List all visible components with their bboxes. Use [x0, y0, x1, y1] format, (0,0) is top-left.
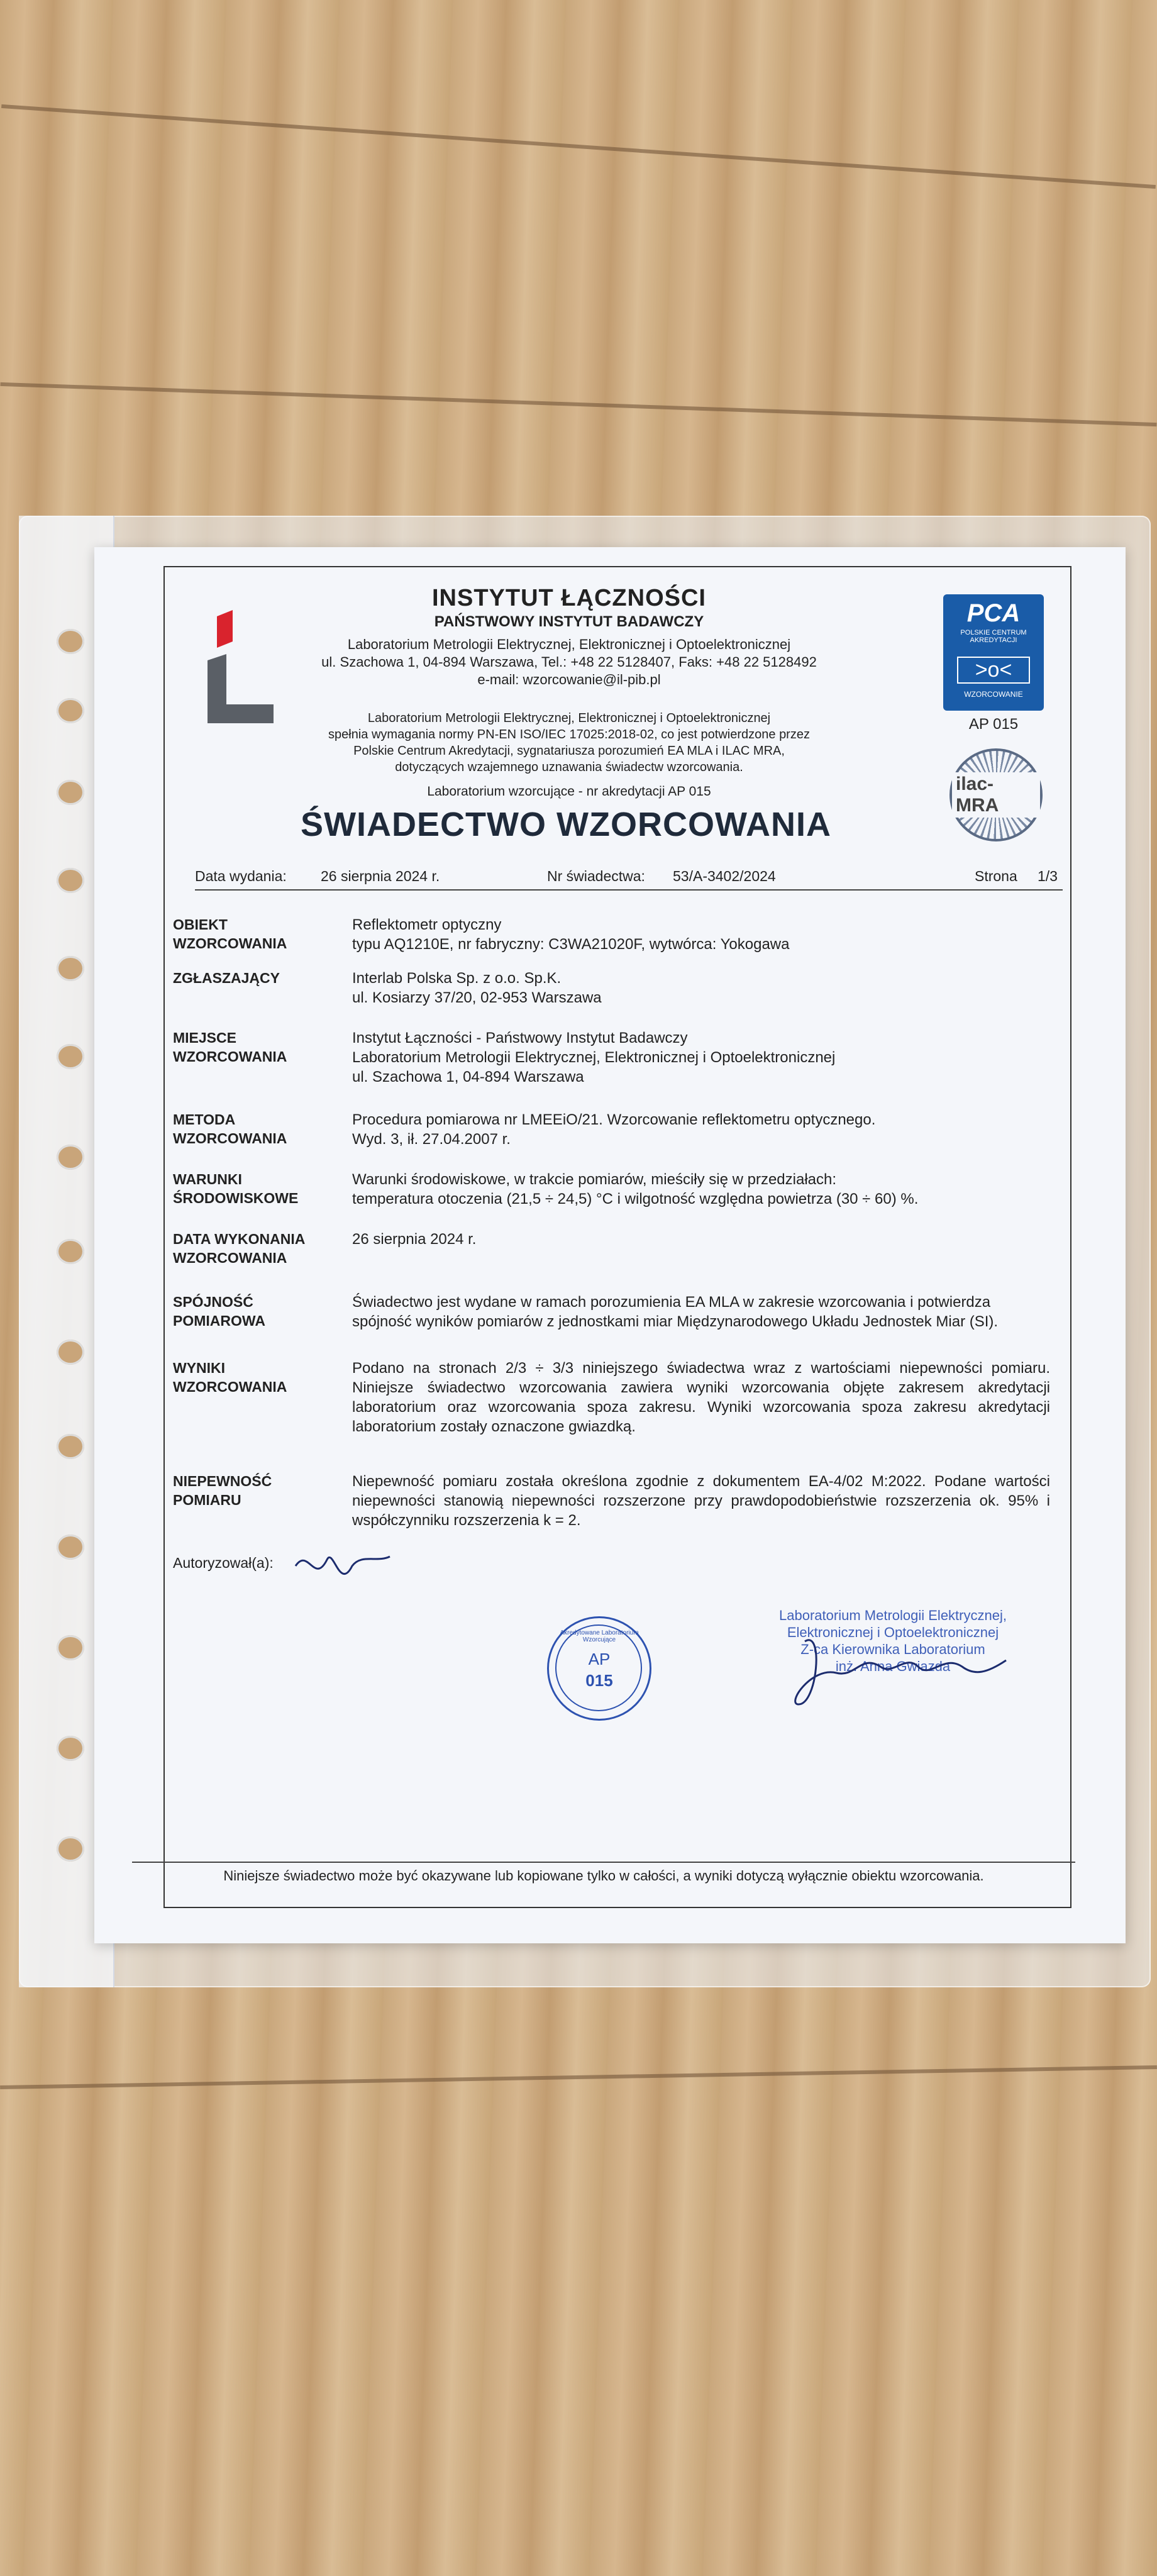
stamp-number: 015	[585, 1671, 613, 1690]
authorized-label: Autoryzował(a):	[173, 1555, 274, 1571]
field-value: Niepewność pomiaru została określona zgodnie z dokumentem EA-4/02 M:2022. Podane wartości niepewności stanowią niepewności rozszerzone przy prawdopodobieństwie rozszerzenia ok. 95% i współczynniku rozszerzenia k = 2.	[352, 1473, 1050, 1529]
field-label: NIEPEWNOŚĆ POMIARU	[173, 1473, 272, 1508]
certificate-page	[94, 547, 1126, 1943]
punch-hole	[57, 1635, 84, 1660]
wood-plank-gap	[0, 382, 1156, 426]
punch-hole	[57, 1836, 84, 1862]
field-value: Warunki środowiskowe, w trakcie pomiarów, mieściły się w przedziałach: temperatura otoczenia (21,5 ÷ 24,5) °C i wilgotność względna powietrza (30 ÷ 60) %.	[352, 1171, 919, 1208]
field-value: Podano na stronach 2/3 ÷ 3/3 niniejszego świadectwa wraz z wartościami niepewności pomiaru. Niniejsze świadectwo wzorcowania zawiera wyniki wzorcowania objęte zakresem akredytacji laboratorium oraz wzorcowania spoza zakresu. Wyniki wzorcowania spoza zakresu akredytacji laboratorium zostały oznaczone gwiazdką.	[352, 1360, 1050, 1435]
meta-row	[195, 868, 1063, 891]
institute-subname: PAŃSTWOWY INSTYTUT BADAWCZY	[434, 613, 704, 630]
punch-hole	[57, 956, 84, 981]
field-label: METODA WZORCOWANIA	[173, 1111, 287, 1146]
footer-note: Niniejsze świadectwo może być okazywane lub kopiowane tylko w całości, a wyniki dotyczą wyłącznie obiektu wzorcowania.	[223, 1868, 984, 1884]
punch-hole	[57, 1434, 84, 1459]
lab-accreditation: Laboratorium wzorcujące - nr akredytacji AP 015	[427, 784, 711, 799]
accreditation-line: Laboratorium Metrologii Elektrycznej, Elektronicznej i Optoelektronicznej	[367, 711, 771, 725]
address-line: Laboratorium Metrologii Elektrycznej, Elektronicznej i Optoelektronicznej	[347, 636, 791, 652]
field-label: MIEJSCE WZORCOWANIA	[173, 1030, 287, 1065]
pca-subtitle: POLSKIE CENTRUM AKREDYTACJI	[960, 629, 1027, 644]
pca-word: WZORCOWANIE	[964, 690, 1023, 699]
stamp-line: Laboratorium Metrologii Elektrycznej,	[779, 1607, 1007, 1623]
institute-name: INSTYTUT ŁĄCZNOŚCI	[432, 585, 706, 611]
punch-hole	[57, 1145, 84, 1170]
ilac-mra-icon	[949, 748, 1043, 841]
punch-hole	[57, 1736, 84, 1761]
pca-badge-icon	[943, 594, 1044, 711]
accreditation-line: Polskie Centrum Akredytacji, sygnatariusza porozumień EA MLA i ILAC MRA,	[353, 744, 785, 758]
signature-icon	[289, 1541, 396, 1597]
field-value: Interlab Polska Sp. z o.o. Sp.K. ul. Kosiarzy 37/20, 02-953 Warszawa	[352, 970, 602, 1006]
email-link[interactable]: e-mail: wzorcowanie@il-pib.pl	[477, 672, 661, 687]
field-value: Świadectwo jest wydane w ramach porozumienia EA MLA w zakresie wzorcowania i potwierdza spójność wyników pomiarów z jednostkami miar Międzynarodowego Układu Jednostek Miar (SI).	[352, 1294, 999, 1330]
document-title: ŚWIADECTWO WZORCOWANIA	[301, 806, 831, 843]
accreditation-line: spełnia wymagania normy PN-EN ISO/IEC 17025:2018-02, co jest potwierdzone przez	[328, 728, 810, 741]
field-value: Procedura pomiarowa nr LMEEiO/21. Wzorcowanie reflektometru optycznego. Wyd. 3, ił. 27.04.2007 r.	[352, 1111, 876, 1148]
accreditation-stamp	[547, 1616, 651, 1721]
issue-label: Data wydania:	[195, 868, 287, 884]
wood-plank-gap	[0, 2065, 1157, 2089]
punch-hole	[57, 629, 84, 654]
punch-hole	[57, 868, 84, 893]
stamp-line: inż. Anna Gwiazda	[835, 1658, 951, 1674]
issue-date: 26 sierpnia 2024 r.	[321, 868, 440, 884]
institute-header	[302, 585, 836, 799]
ap-code: AP 015	[968, 716, 1019, 733]
footer-divider	[132, 1862, 1075, 1863]
field-value: Instytut Łączności - Państwowy Instytut Badawczy Laboratorium Metrologii Elektrycznej, Elektronicznej i Optoelektronicznej ul. Szachowa 1, 04-894 Warszawa	[352, 1030, 836, 1085]
institute-address	[302, 636, 836, 689]
stamp-line: Elektronicznej i Optoelektronicznej	[787, 1624, 999, 1640]
field-label: OBIEKT WZORCOWANIA	[173, 916, 287, 952]
pca-mark: >o<	[957, 657, 1030, 684]
page-number: 1/3	[1038, 868, 1058, 884]
field-label: WYNIKI WZORCOWANIA	[173, 1360, 287, 1395]
field-value: 26 sierpnia 2024 r.	[352, 1231, 477, 1248]
stamp-line: Z-ca Kierownika Laboratorium	[800, 1641, 985, 1657]
punch-hole	[57, 1239, 84, 1264]
pca-title: PCA	[966, 599, 1021, 627]
cert-number: 53/A-3402/2024	[673, 868, 776, 884]
field-label: WARUNKI ŚRODOWISKOWE	[173, 1171, 299, 1206]
accreditation-statement	[302, 710, 836, 775]
punch-hole	[57, 1535, 84, 1560]
accreditation-line: dotyczących wzajemnego uznawania świadectw wzorcowania.	[395, 760, 743, 774]
field-label: SPÓJNOŚĆ POMIAROWA	[173, 1294, 265, 1329]
field-label: ZGŁASZAJĄCY	[173, 970, 280, 986]
page-label: Strona	[975, 868, 1017, 884]
address-line: ul. Szachowa 1, 04-894 Warszawa, Tel.: +48 22 5128407, Faks: +48 22 5128492	[321, 654, 817, 670]
punch-hole	[57, 1044, 84, 1069]
ilac-text: ilac-MRA	[952, 772, 1040, 818]
field-value: Reflektometr optyczny typu AQ1210E, nr fabryczny: C3WA21020F, wytwórca: Yokogawa	[352, 916, 790, 953]
stamp-code: AP	[588, 1650, 611, 1668]
stamp-ring-text: Akredytowane Laboratorium Wzorcujące	[560, 1629, 639, 1643]
wood-plank-gap	[1, 104, 1156, 189]
director-signature-icon	[786, 1629, 1012, 1717]
field-label: DATA WYKONANIA WZORCOWANIA	[173, 1231, 306, 1266]
punch-hole	[57, 1340, 84, 1365]
punch-hole	[57, 780, 84, 805]
punch-hole	[57, 698, 84, 723]
institute-logo-icon	[198, 604, 280, 730]
cert-label: Nr świadectwa:	[547, 868, 645, 884]
